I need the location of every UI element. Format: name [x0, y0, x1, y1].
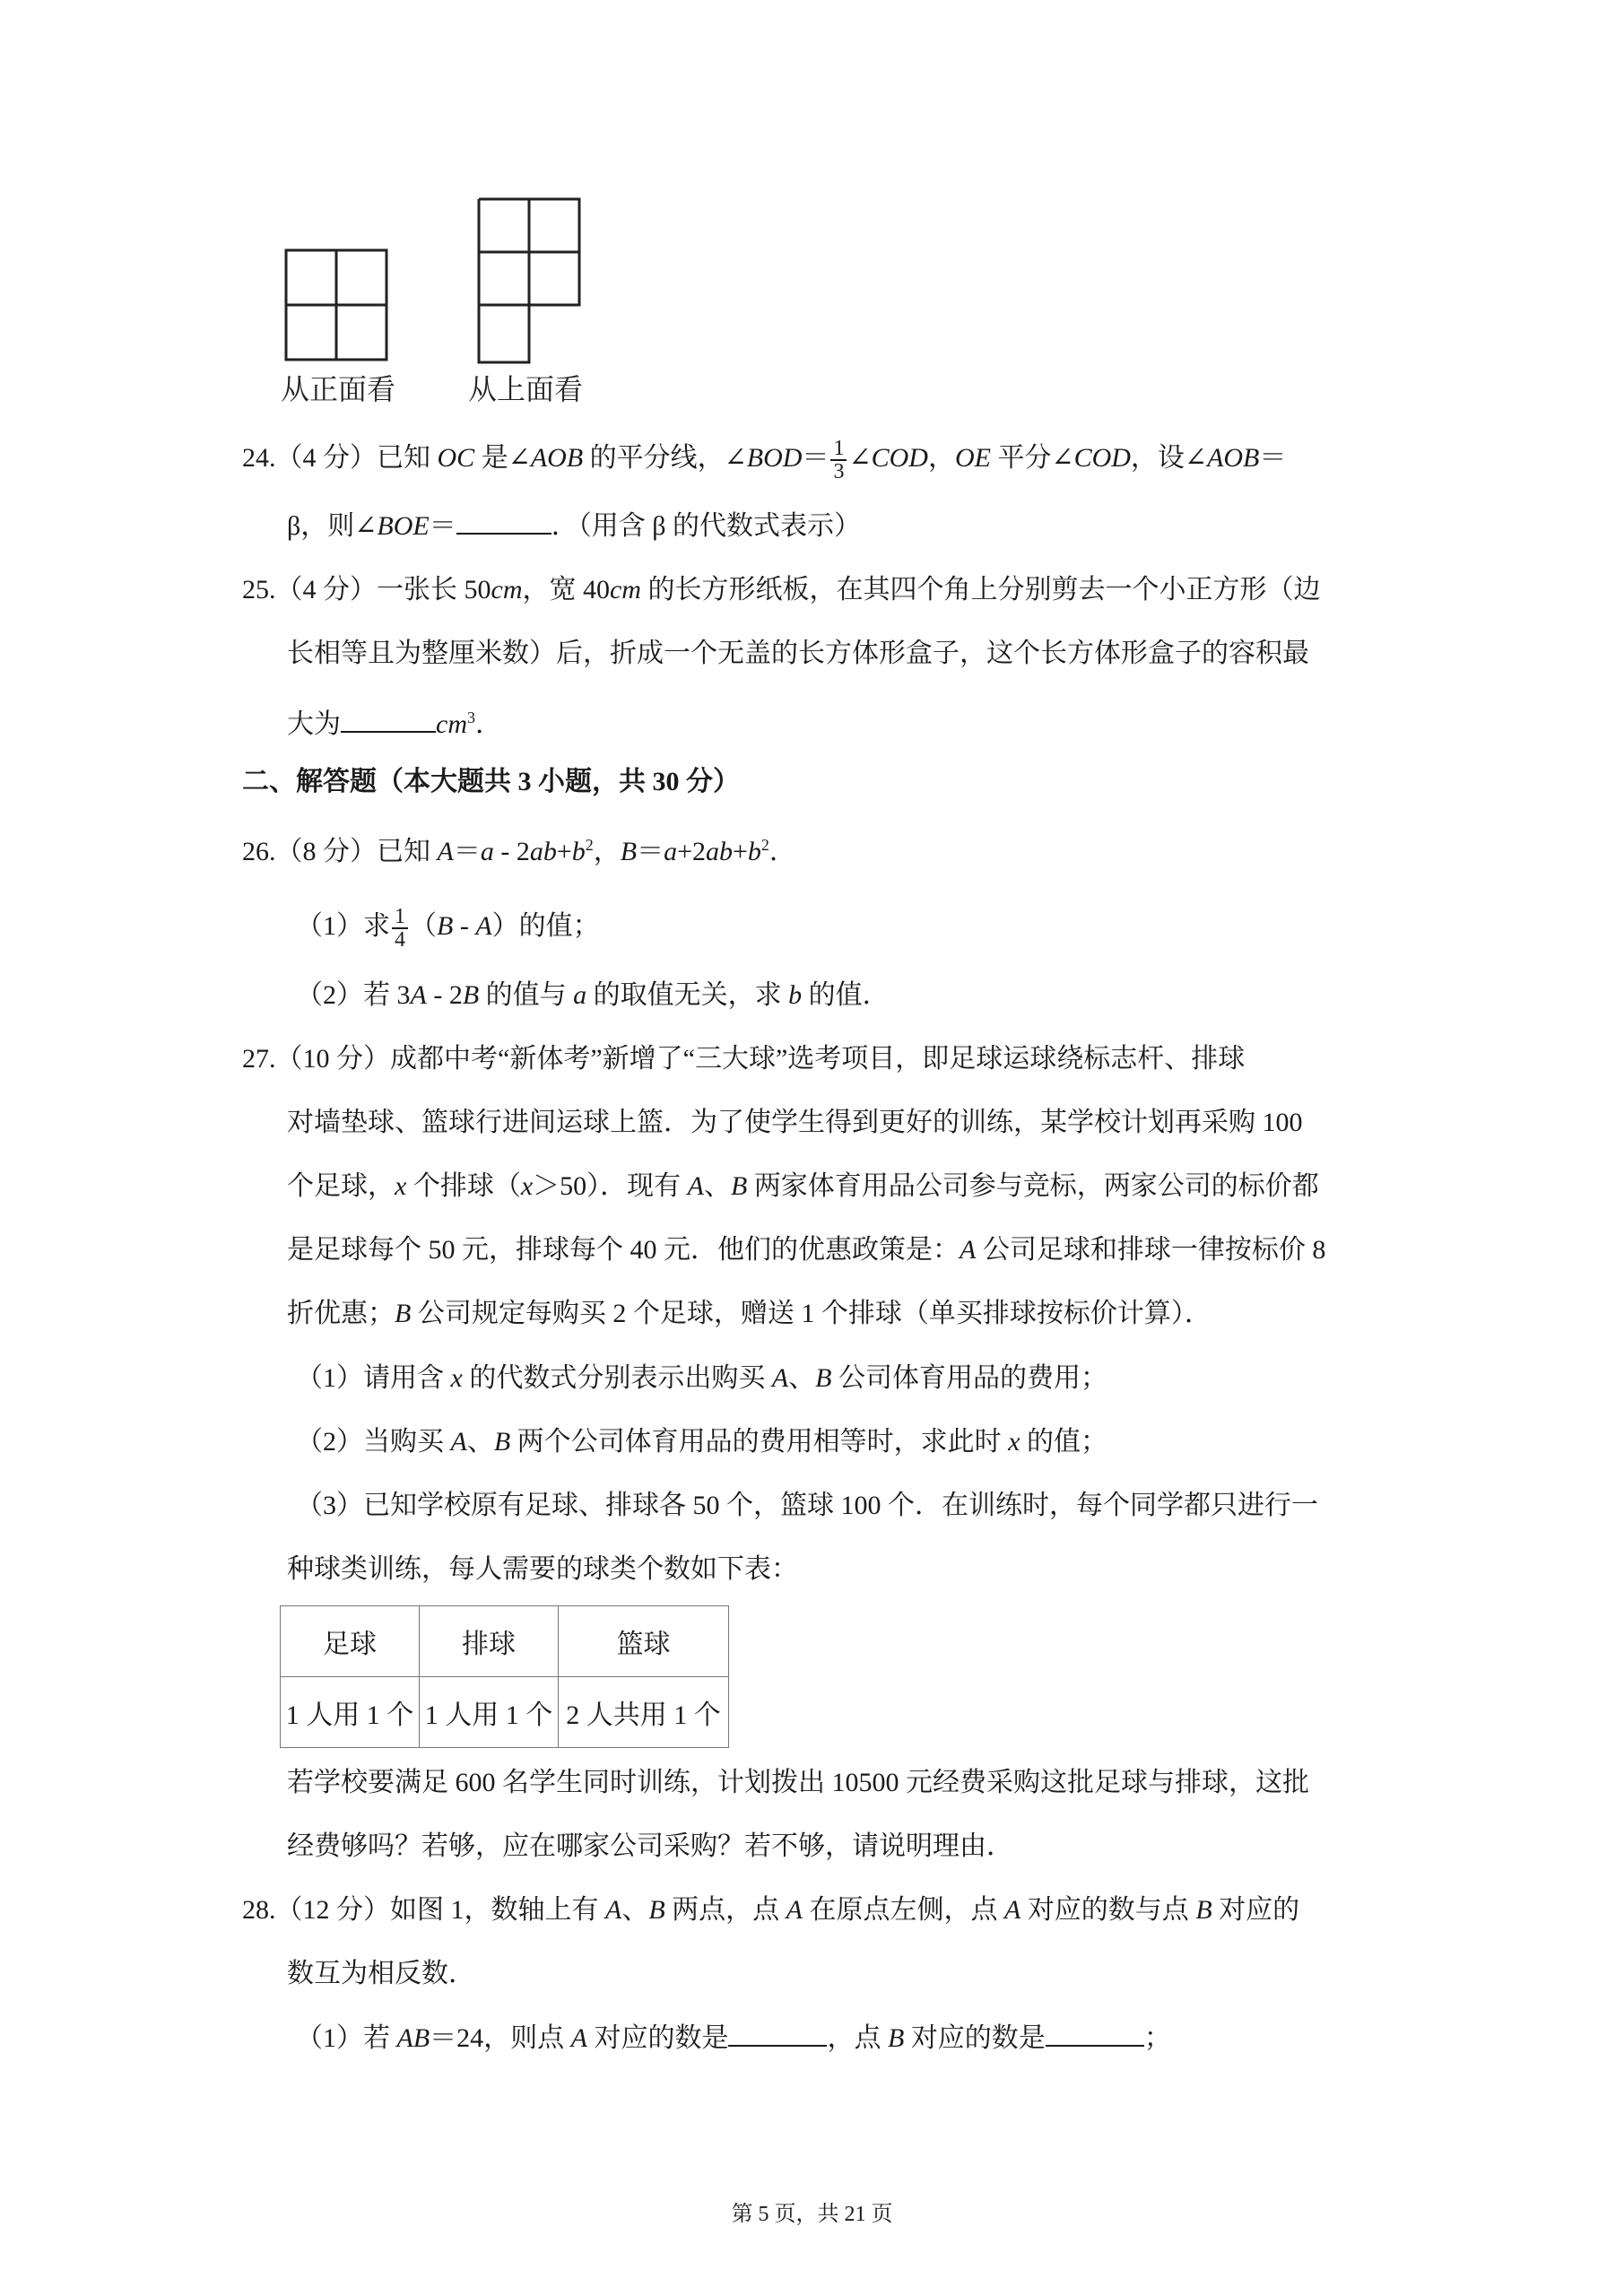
score: （4 分） [275, 442, 377, 473]
text: 两点，点 [664, 1895, 786, 1925]
math-var: A [771, 1363, 789, 1393]
top-view-figure [475, 196, 583, 366]
text: 如图 1，数轴上有 [390, 1895, 605, 1925]
text: + [733, 837, 748, 866]
math-var: A [786, 1895, 803, 1925]
superscript: 2 [760, 836, 769, 854]
answer-blank[interactable] [728, 2020, 827, 2047]
text: ‐ 2 [426, 980, 463, 1010]
text: （ [410, 910, 437, 941]
text: ‐ [453, 910, 476, 941]
math-var: AB [396, 2023, 430, 2053]
math-var: b [788, 980, 803, 1010]
math-var: B [815, 1363, 832, 1393]
math-var: B [648, 1895, 665, 1925]
question-28-part-1 [296, 2020, 1171, 2057]
fraction [830, 438, 847, 483]
text: β，则∠ [287, 511, 378, 541]
question-27-line-2: 对墙垫球、篮球行进间运球上篮．为了使学生得到更好的训练，某学校计划再采购 100 [287, 1108, 1303, 1137]
math-var: AOB [530, 442, 584, 473]
math-var: ab [529, 837, 557, 866]
question-27-part-3-line-1: （3）已知学校原有足球、排球各 50 个，篮球 100 个．在训练时，每个同学都只进行一 [296, 1491, 1318, 1520]
text: 、 [703, 1171, 731, 1201]
text: 的值． [802, 980, 890, 1010]
score: （4 分） [275, 575, 377, 604]
math-var: x [395, 1171, 407, 1201]
math-var: B [730, 1171, 748, 1201]
answer-blank[interactable] [1046, 2020, 1144, 2047]
question-25-line-1 [242, 572, 1320, 608]
table-header-cell: 排球 [420, 1606, 559, 1677]
text: +2 [677, 837, 706, 866]
score: （12 分） [275, 1895, 390, 1925]
math-var: a [664, 837, 678, 866]
text: ，宽 40 [522, 575, 610, 604]
unit: cm [609, 575, 641, 604]
question-26-part-1 [296, 906, 600, 951]
math-var: B [395, 1299, 412, 1328]
math-var: a [573, 980, 587, 1010]
math-var: A [570, 2023, 587, 2053]
superscript: 3 [466, 709, 475, 726]
math-var: x [1008, 1427, 1020, 1457]
unit: cm [491, 575, 523, 604]
question-27-part-3-line-4: 经费够吗？若够，应在哪家公司采购？若不够，请说明理由． [287, 1831, 1013, 1861]
text: ，点 [827, 2023, 888, 2053]
question-24-line-1 [242, 438, 1286, 483]
text: 个排球（ [406, 1171, 521, 1201]
text: 的长方形纸板，在其四个角上分别剪去一个小正方形（边 [640, 575, 1321, 604]
text: 的取值无关，求 [586, 980, 789, 1010]
text: 、 [788, 1363, 816, 1393]
text: 对应的数与点 [1020, 1895, 1196, 1925]
text: 已知 [377, 837, 438, 866]
question-28-line-2: 数互为相反数． [287, 1959, 475, 1988]
math-var: a [480, 837, 494, 866]
text: 公司规定每购买 2 个足球，赠送 1 个排球（单买排球按标价计算）． [411, 1299, 1211, 1328]
table-row [281, 1677, 729, 1748]
question-26-part-2 [296, 978, 890, 1013]
question-number: 27. [242, 1044, 276, 1074]
question-25-line-2: 长相等且为整厘米数）后，折成一个无盖的长方体形盒子，这个长方体形盒子的容积最 [287, 639, 1309, 668]
question-25-line-3 [287, 700, 502, 743]
math-var: ab [706, 837, 733, 866]
text: 平分∠ [990, 442, 1074, 473]
math-var: B [462, 980, 480, 1010]
math-var: OC [437, 442, 475, 473]
text: ，设∠ [1130, 442, 1208, 473]
text: 两个公司体育用品的费用相等时，求此时 [510, 1427, 1009, 1457]
text: 的值与 [479, 980, 574, 1010]
question-27-line-4 [287, 1232, 1325, 1268]
math-var: B [620, 837, 638, 866]
text: ， [927, 442, 955, 473]
text: 折优惠； [287, 1299, 395, 1328]
text: 两家体育用品公司参与竞标，两家公司的标价都 [747, 1171, 1319, 1201]
table-cell: 1 人用 1 个 [281, 1677, 420, 1748]
text: ． [474, 709, 502, 739]
math-var: B [887, 2023, 905, 2053]
math-var: A [605, 1895, 622, 1925]
math-var: x [520, 1171, 534, 1201]
math-var: A [437, 837, 454, 866]
text: ＝24，则点 [430, 2023, 571, 2053]
text: （1）请用含 [296, 1363, 451, 1393]
text: ； [1143, 2023, 1171, 2053]
page-footer: 第 5 页，共 21 页 [731, 2203, 893, 2226]
text: 已知 [377, 442, 438, 473]
text: 大为 [287, 709, 341, 739]
question-24-line-2 [287, 508, 861, 544]
answer-blank[interactable] [456, 508, 551, 535]
text: 对应的数是 [904, 2023, 1046, 2053]
question-27-part-1 [296, 1361, 1107, 1396]
math-var: b [747, 837, 761, 866]
section-title: 二、解答题（本大题共 3 小题，共 30 分） [242, 767, 740, 796]
math-var: A [475, 910, 492, 941]
table-header-cell: 篮球 [559, 1606, 729, 1677]
fraction [392, 906, 408, 951]
text: ， [593, 837, 621, 866]
fraction-numerator: 1 [392, 906, 408, 929]
math-var: b [571, 837, 586, 866]
math-var: AOB [1207, 442, 1260, 473]
table-cell: 2 人共用 1 个 [559, 1677, 729, 1748]
question-number: 26. [242, 837, 276, 866]
score: （10 分） [275, 1044, 390, 1074]
question-28-line-1 [242, 1892, 1299, 1928]
table-cell: 1 人用 1 个 [420, 1677, 559, 1748]
math-var: A [450, 1427, 467, 1457]
question-27-part-3-line-2: 种球类训练，每人需要的球类个数如下表： [287, 1554, 798, 1584]
math-var: BOD [746, 442, 803, 473]
math-var: B [1195, 1895, 1212, 1925]
question-number: 28. [242, 1895, 276, 1925]
math-var: A [687, 1171, 704, 1201]
text: ＞50）．现有 [533, 1171, 688, 1201]
question-26-line-1 [242, 827, 796, 870]
fraction-numerator: 1 [830, 438, 847, 461]
top-view-label: 从上面看 [468, 372, 584, 406]
text: （2）当购买 [296, 1427, 451, 1457]
text: ＝ [802, 442, 829, 473]
math-var: x [450, 1363, 463, 1393]
text: ∠ [848, 442, 872, 473]
text: ＝ [637, 837, 664, 866]
text: ＝ [1259, 442, 1287, 473]
math-var: A [960, 1235, 977, 1265]
question-27-part-3-line-3: 若学校要满足 600 名学生同时训练，计划拨出 10500 元经费采购这批足球与排球，这批 [287, 1768, 1309, 1797]
text: 、 [621, 1895, 649, 1925]
question-27-part-2 [296, 1424, 1107, 1460]
text: 公司足球和排球一律按标价 8 [976, 1235, 1326, 1265]
text: 是足球每个 50 元，排球每个 40 元．他们的优惠政策是： [287, 1235, 960, 1265]
question-27-line-5 [287, 1296, 1211, 1332]
table-header-cell: 足球 [281, 1606, 420, 1677]
superscript: 2 [585, 836, 594, 854]
text: ＝ [453, 837, 481, 866]
text: ＝ [429, 511, 456, 541]
math-var: OE [954, 442, 991, 473]
score: （8 分） [275, 837, 377, 866]
math-var: B [493, 1427, 511, 1457]
fraction-denominator: 3 [833, 460, 845, 483]
text: 的代数式分别表示出购买 [462, 1363, 772, 1393]
text: 是∠ [474, 442, 531, 473]
answer-blank[interactable] [341, 706, 436, 733]
text: （1）若 [296, 2023, 397, 2053]
math-var: COD [871, 442, 928, 473]
front-view-figure [282, 247, 390, 363]
text: ‐ 2 [493, 837, 530, 866]
text: 对应的 [1211, 1895, 1300, 1925]
text: （1）求 [296, 910, 390, 941]
math-var: B [437, 910, 454, 941]
math-var: A [410, 980, 427, 1010]
math-var: COD [1073, 442, 1131, 473]
text: 、 [466, 1427, 494, 1457]
front-view-label: 从正面看 [281, 372, 396, 406]
text: 一张长 50 [377, 575, 491, 604]
text: 个足球， [287, 1171, 395, 1201]
text: 在原点左侧，点 [802, 1895, 1004, 1925]
text: ． [769, 837, 796, 866]
question-number: 24. [242, 442, 276, 473]
text: 成都中考“新体考”新增了“三大球”选考项目，即足球运球绕标志杆、排球 [390, 1044, 1246, 1074]
math-var: A [1003, 1895, 1021, 1925]
text: 对应的数是 [586, 2023, 729, 2053]
question-27-line-3 [287, 1169, 1319, 1205]
text: （2）若 3 [296, 980, 411, 1010]
fraction-denominator: 4 [395, 928, 405, 952]
ball-usage-table [280, 1605, 729, 1748]
math-var: BOE [377, 511, 430, 541]
question-number: 25. [242, 575, 276, 604]
text: 的平分线，∠ [583, 442, 747, 473]
text: + [556, 837, 572, 866]
text: ）的值； [491, 910, 600, 941]
question-27-line-1 [242, 1041, 1245, 1077]
text: 的值； [1020, 1427, 1107, 1457]
text: ．（用含 β 的代数式表示） [551, 511, 861, 541]
table-header-row [281, 1606, 729, 1677]
text: 公司体育用品的费用； [831, 1363, 1107, 1393]
unit: cm [436, 709, 467, 739]
